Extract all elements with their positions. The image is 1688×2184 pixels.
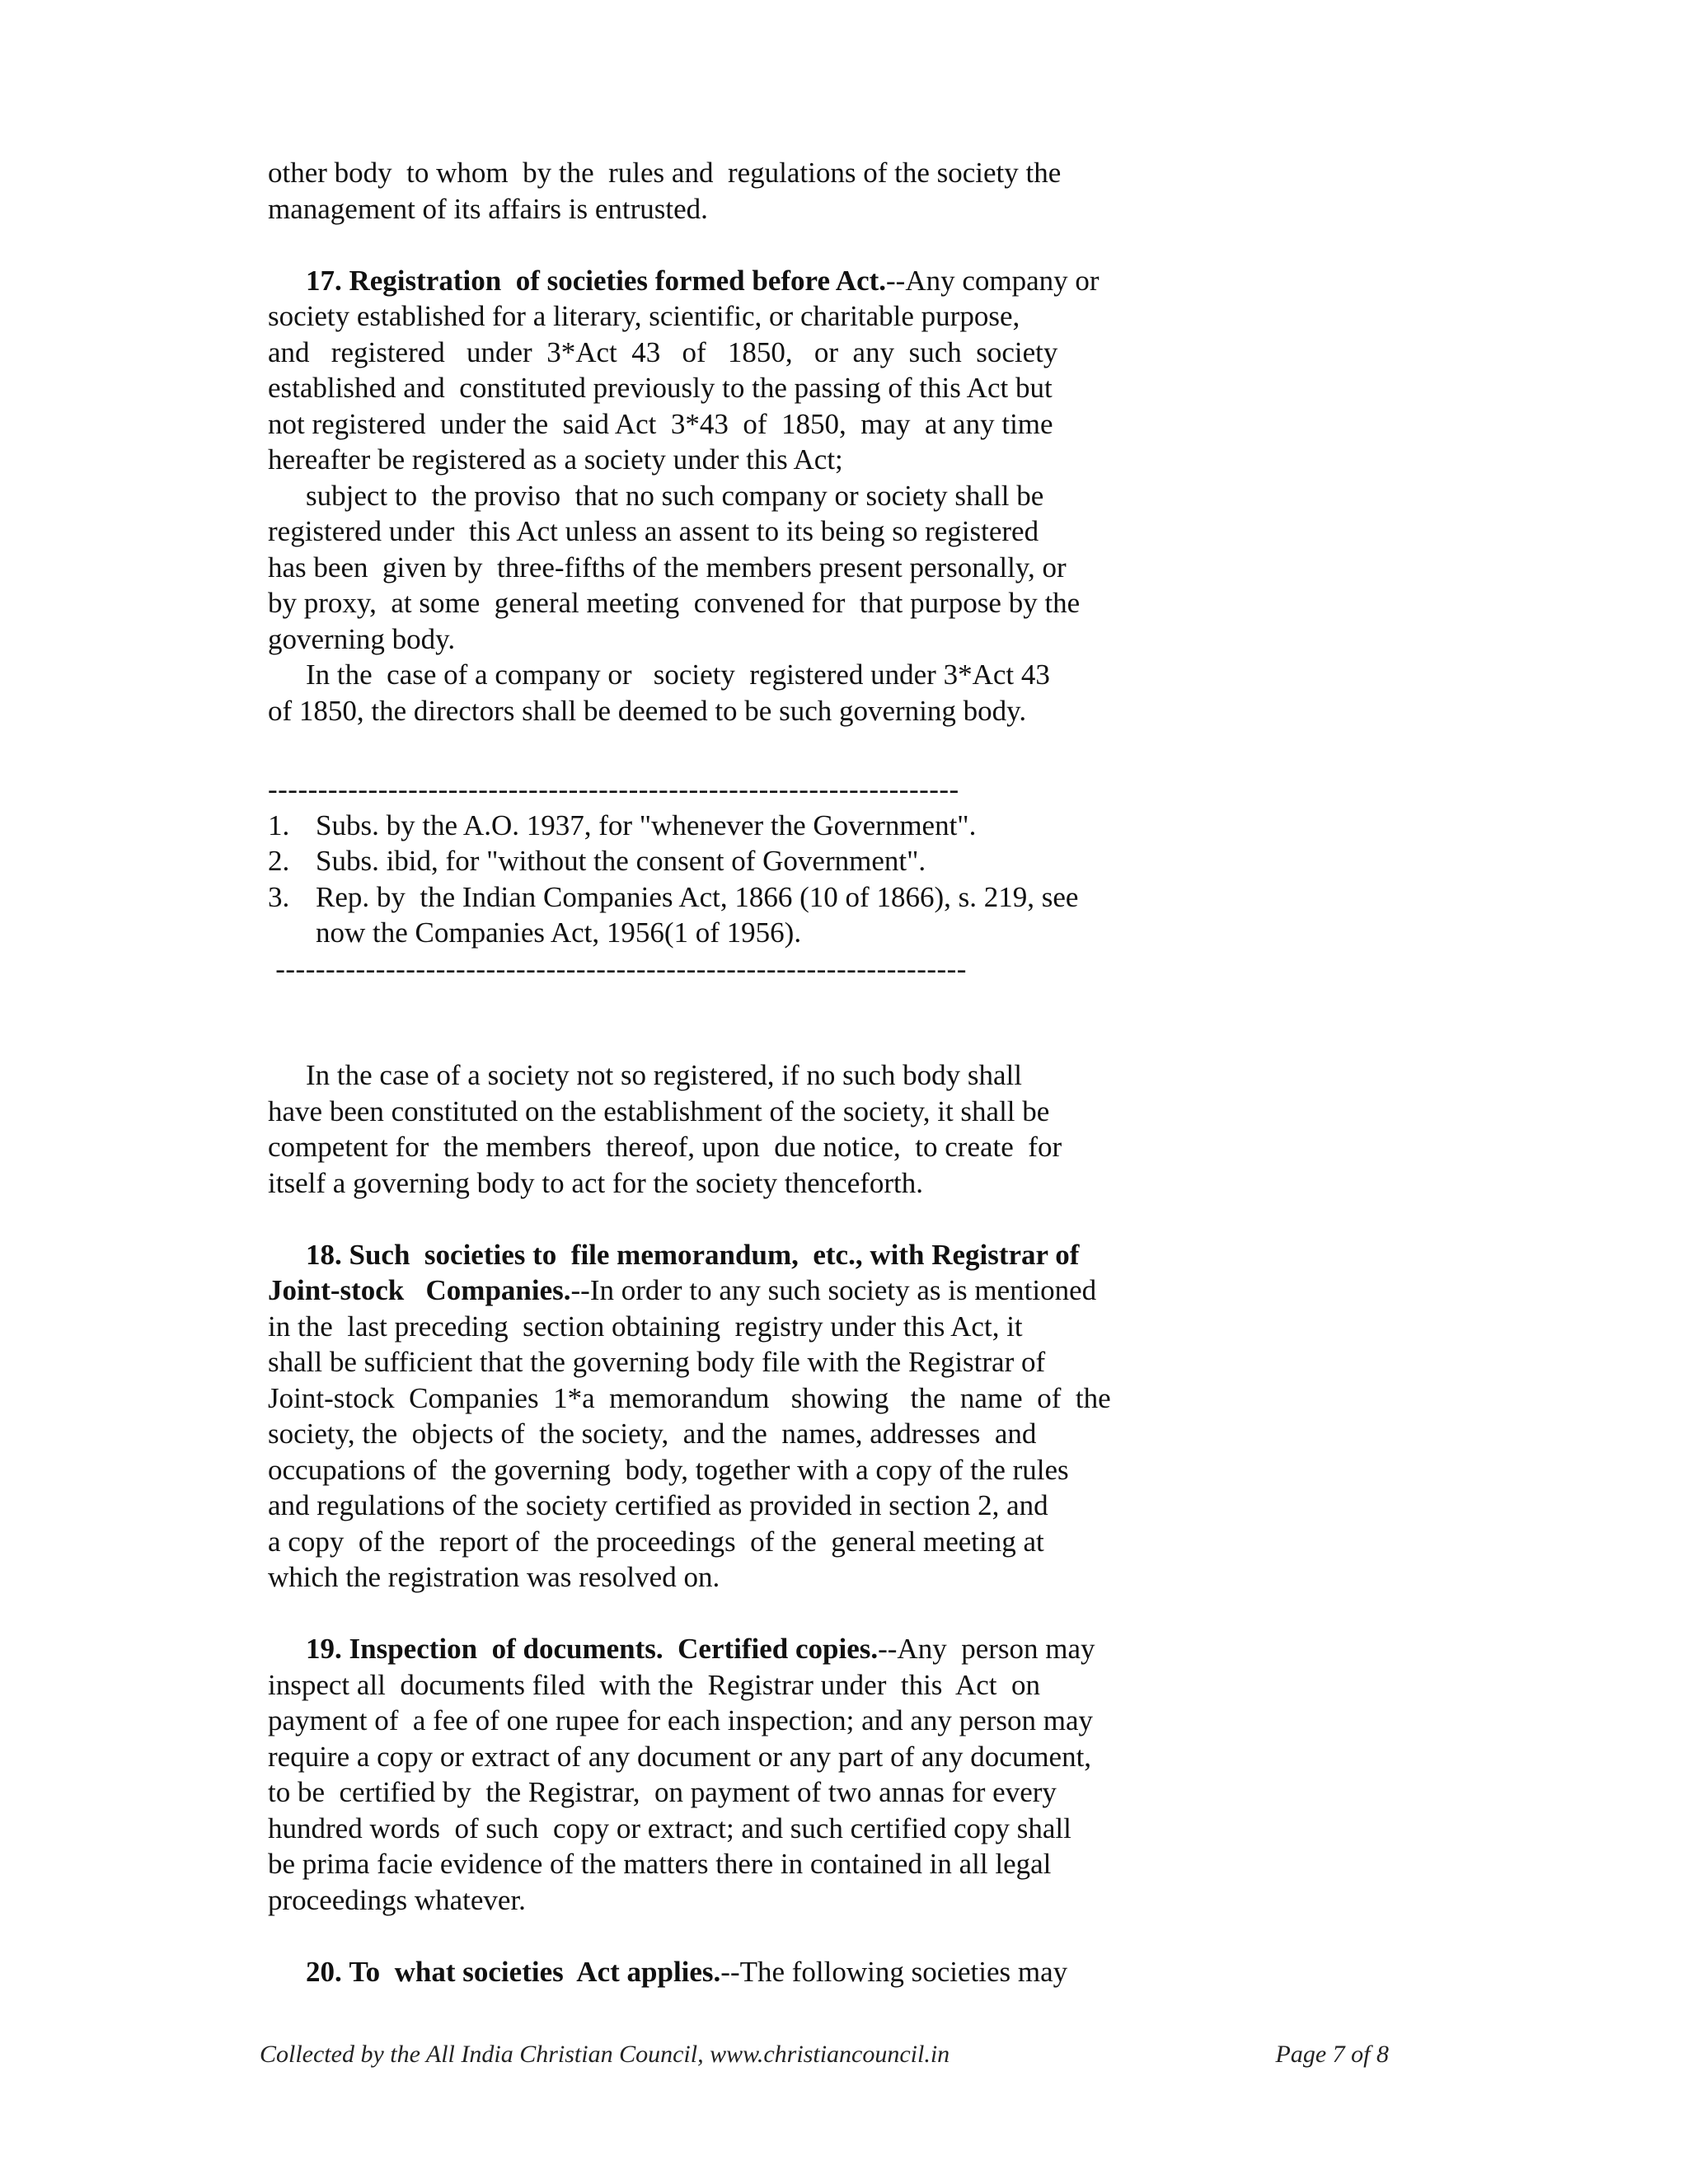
section-18-text: --In order to any such society as is mentioned	[570, 1274, 1097, 1306]
footnote-continuation: now the Companies Act, 1956(1 of 1956).	[316, 916, 802, 949]
section-20-first-line	[268, 1954, 1471, 1990]
footnote-separator-bottom: ---------------------------------------------------------------------	[268, 952, 967, 985]
text-line: society, the objects of the society, and the names, addresses and	[268, 1418, 1037, 1450]
section-17-text: --Any company or	[886, 264, 1100, 297]
text-line: subject to the proviso that no such company or society shall be	[306, 479, 1044, 512]
text-line: competent for the members thereof, upon due notice, to create for	[268, 1131, 1062, 1163]
text-line: which the registration was resolved on.	[268, 1561, 720, 1593]
text-line: hundred words of such copy or extract; and such certified copy shall	[268, 1811, 1071, 1844]
text-line: by proxy, at some general meeting convened for that purpose by the	[268, 587, 1081, 619]
text-line: a copy of the report of the proceedings of the general meeting at	[268, 1525, 1044, 1558]
text-line: to be certified by the Registrar, on payment of two annas for every	[268, 1776, 1057, 1808]
text-line: payment of a fee of one rupee for each inspection; and any person may	[268, 1704, 1093, 1736]
footer-page-number: Page 7 of 8	[1275, 2041, 1389, 2068]
footer-credit: Collected by the All India Christian Council, www.christiancouncil.in	[260, 2041, 950, 2068]
text-line: occupations of the governing body, together with a copy of the rules	[268, 1453, 1069, 1486]
section-19-number: 19.	[306, 1633, 342, 1665]
footnote-list	[268, 808, 1471, 951]
footnote-item	[268, 879, 1471, 916]
footnote-item	[268, 808, 1471, 844]
footnote-text: Subs. by the A.O. 1937, for "whenever the Government".	[316, 808, 977, 841]
text-line: In the case of a company or society registered under 3*Act 43	[306, 658, 1050, 691]
footnote-number: 1.	[268, 808, 290, 841]
page-footer	[260, 2041, 1389, 2069]
text-line: has been given by three-fifths of the members present personally, or	[268, 551, 1067, 583]
section-17-heading: Registration of societies formed before Act.	[349, 264, 887, 297]
text-line: be prima facie evidence of the matters there in contained in all legal	[268, 1848, 1052, 1880]
text-line: management of its affairs is entrusted.	[268, 192, 708, 225]
section-18-heading-cont: Joint-stock Companies.	[268, 1274, 571, 1306]
text-line: society established for a literary, scientific, or charitable purpose,	[268, 300, 1020, 332]
section-18-number: 18.	[306, 1238, 342, 1271]
text-line: governing body.	[268, 622, 456, 655]
text-line: registered under this Act unless an assent to its being so registered	[268, 515, 1039, 547]
text-line: of 1850, the directors shall be deemed to be such governing body.	[268, 694, 1027, 727]
footnote-number: 3.	[268, 880, 290, 913]
footnote-number: 2.	[268, 845, 290, 877]
section-19-text: --Any person may	[878, 1633, 1095, 1665]
section-18-second-line	[268, 1272, 1471, 1309]
text-line: and regulations of the society certified as provided in section 2, and	[268, 1489, 1048, 1521]
text-line: itself a governing body to act for the society thenceforth.	[268, 1166, 924, 1199]
footnote-text: Subs. ibid, for "without the consent of Government".	[316, 845, 926, 877]
text-line: shall be sufficient that the governing body file with the Registrar of	[268, 1346, 1046, 1378]
section-18-heading-line	[268, 1237, 1471, 1273]
section-19-heading: Inspection of documents. Certified copies.	[349, 1633, 879, 1665]
document-body	[268, 155, 1471, 1990]
footnote-separator-top: ---------------------------------------------------------------------	[268, 773, 959, 805]
text-line: and registered under 3*Act 43 of 1850, or any such society	[268, 335, 1058, 368]
text-line: in the last preceding section obtaining registry under this Act, it	[268, 1310, 1023, 1343]
text-line: In the case of a society not so registered, if no such body shall	[306, 1059, 1022, 1091]
text-line: Joint-stock Companies 1*a memorandum showing the name of the	[268, 1381, 1111, 1414]
text-line: have been constituted on the establishment of the society, it shall be	[268, 1094, 1050, 1127]
section-19-first-line	[268, 1631, 1471, 1667]
text-line: not registered under the said Act 3*43 of 1850, may at any time	[268, 407, 1053, 440]
text-line: inspect all documents filed with the Registrar under this Act on	[268, 1668, 1041, 1701]
text-line: hereafter be registered as a society under this Act;	[268, 443, 843, 476]
text-line: established and constituted previously to the passing of this Act but	[268, 372, 1053, 404]
footnote-text: Rep. by the Indian Companies Act, 1866 (10 of 1866), s. 219, see	[316, 880, 1079, 913]
section-20-number: 20.	[306, 1955, 342, 1988]
section-20-heading: To what societies Act applies.	[349, 1955, 721, 1988]
text-line: proceedings whatever.	[268, 1883, 526, 1916]
section-20-text: --The following societies may	[720, 1955, 1068, 1988]
footnote-item	[268, 843, 1471, 879]
text-line: require a copy or extract of any document or any part of any document,	[268, 1740, 1092, 1773]
text-line: other body to whom by the rules and regulations of the society the	[268, 157, 1062, 189]
section-17-first-line	[268, 263, 1471, 299]
section-17-number: 17.	[306, 264, 342, 297]
section-18-heading: Such societies to file memorandum, etc., with Registrar of	[349, 1238, 1080, 1271]
